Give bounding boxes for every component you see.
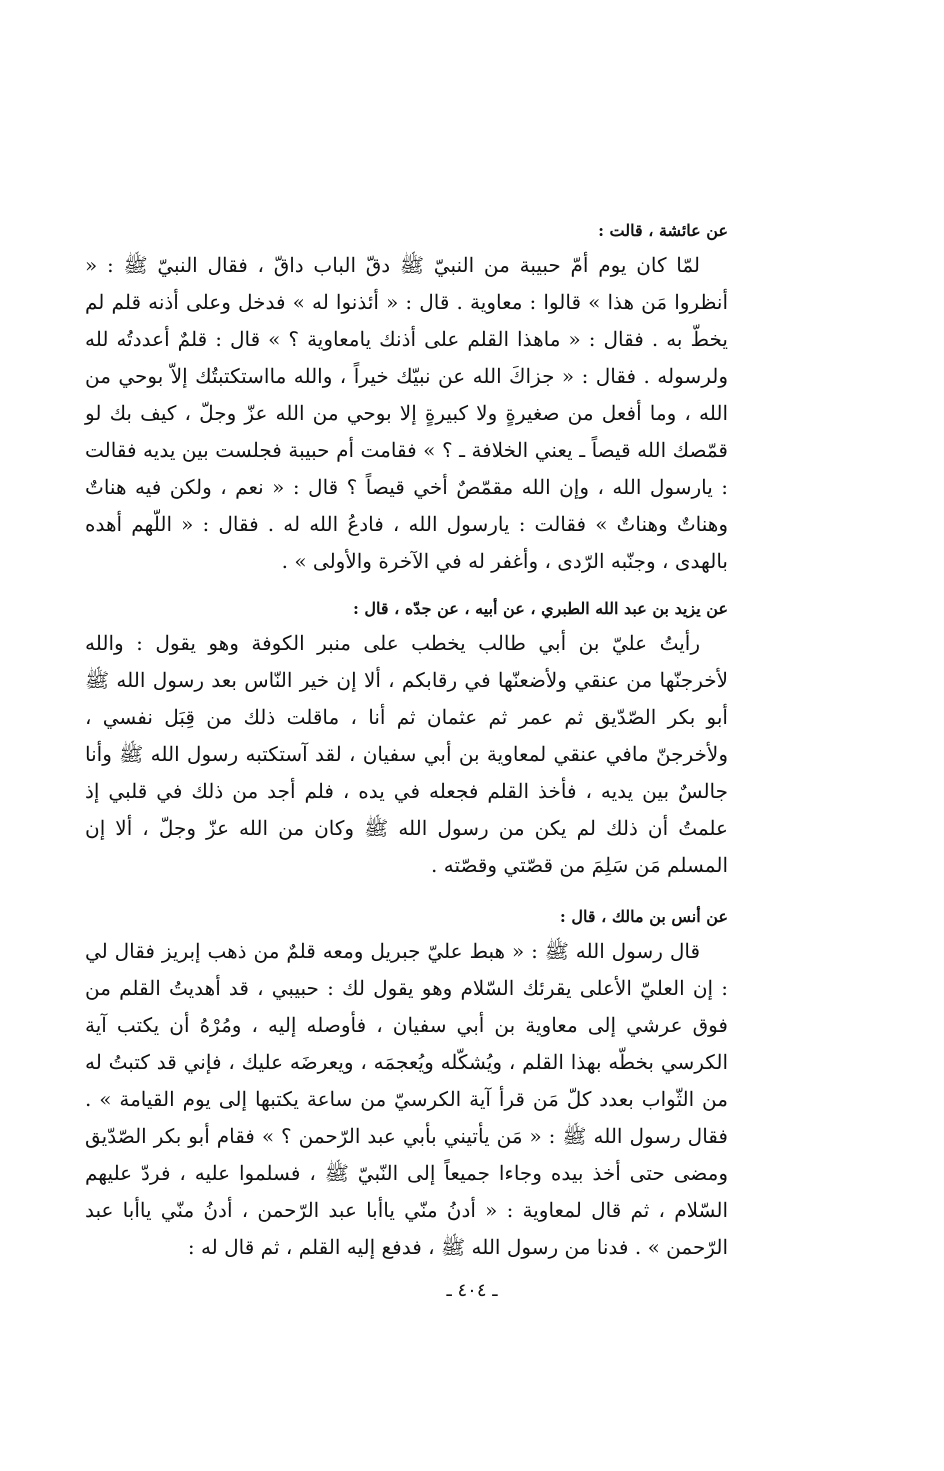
page-number: ـ ٤٠٤ ـ (446, 1280, 498, 1301)
narration-heading-3: عن أنس بن مالك ، قال : (559, 907, 728, 926)
narration-heading-1: عن عائشة ، قالت : (598, 221, 728, 240)
narration-section-2 (85, 597, 728, 884)
narration-body-3: قال رسول الله ﷺ : « هبط عليّ جبريل ومعه قلمٌ من ذهب إبريز فقال لي : إن العليّ الأعلى يقرئك السّلام وهو يقول لك : حبيبي ، قد أهديتُ القلم من فوق عرشي إلى معاوية بن أبي سفيان ، فأوصله إليه ، ومُرْهُ أن يكتب آية الكرسي بخطّه بهذا القلم ، ويُشكّله ويُعجمَه ، ويعرضَه عليك ، فإني قد كتبتُ له من الثّواب بعدد كلّ مَن قرأ آية الكرسيّ من ساعة يكتبها إلى يوم القيامة » . فقال رسول الله ﷺ : « مَن يأتيني بأبي عبد الرّحمن ؟ » فقام أبو بكر الصّدّيق ومضى حتى أخذ بيده وجاءا جميعاً إلى النّبيّ ﷺ ، فسلموا عليه ، فردّ عليهم السّلام ، ثم قال لمعاوية : « أدنُ منّي ياأبا عبد الرّحمن ، أدنُ منّي ياأبا عبد الرّحمن » . فدنا من رسول الله ﷺ ، فدفع إليه القلم ، ثم قال له : (85, 939, 728, 1259)
narration-heading-2: عن يزيد بن عبد الله الطبري ، عن أبيه ، عن جدّه ، قال : (352, 599, 728, 618)
narration-body-1: لمّا كان يوم أمّ حبيبة من النبيّ ﷺ دقّ الباب داقّ ، فقال النبيّ ﷺ : « أنظروا مَن هذا » قالوا : معاوية . قال : « أئذنوا له » فدخل وعلى أذنه قلم لم يخطّ به . فقال : « ماهذا القلم على أذنك يامعاوية ؟ » قال : قلمٌ أعددتُه لله ولرسوله . فقال : « جزاكَ الله عن نبيّك خيراً ، والله مااستكتبتُك إلاّ بوحي من الله ، وما أفعل من صغيرةٍ ولا كبيرةٍ إلا بوحي من الله عزّ وجلّ ، كيف بك لو قمّصك الله قيصاً ـ يعني الخلافة ـ ؟ » فقامت أم حبيبة فجلست بين يديه فقالت : يارسول الله ، وإن الله مقمّصٌ أخي قيصاً ؟ قال : « نعم ، ولكن فيه هناتٌ وهناتٌ وهناتٌ » فقالت : يارسول الله ، فادعُ الله له . فقال : « اللّهم أهده بالهدى ، وجنّبه الرّدى ، وأغفر له في الآخرة والأولى » . (85, 253, 728, 573)
narration-body-2: رأيتُ عليّ بن أبي طالب يخطب على منبر الكوفة وهو يقول : والله لأخرجنّها من عنقي ولأضعنّها في رقابكم ، ألا إن خير النّاس بعد رسول الله ﷺ أبو بكر الصّدّيق ثم عمر ثم عثمان ثم أنا ، ماقلت ذلك من قِبَل نفسي ، ولأخرجنّ مافي عنقي لمعاوية بن أبي سفيان ، لقد آستكتبه رسول الله ﷺ وأنا جالسٌ بين يديه ، فأخذ القلم فجعله في يده ، فلم أجد من ذلك في قلبي إذ علمتُ أن ذلك لم يكن من رسول الله ﷺ وكان من الله عزّ وجلّ ، ألا إن المسلم مَن سَلِمَ من قصّتي وقصّته . (85, 631, 729, 877)
narration-section-3 (85, 905, 728, 1266)
narration-section-1 (85, 219, 728, 580)
